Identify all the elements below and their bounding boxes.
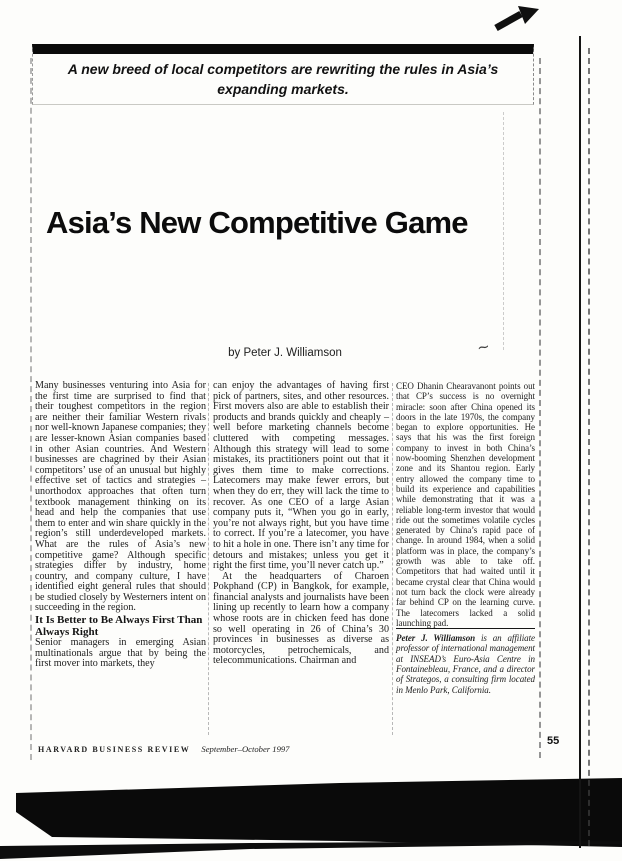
paragraph: Senior managers in emerging Asian multinationals argue that by being the first mover into markets, they — [35, 637, 206, 670]
footer — [38, 739, 289, 757]
stray-scan-dashes — [503, 112, 504, 350]
paragraph: At the headquarters of Charoen Pokphand (CP) in Bangkok, for example, financial analysts and journalists have been lining up recently to learn how a company whose roots are in chicken feed has done so well operating in 26 of China’s 30 provinces in businesses as diverse as motorcycles, petrochemicals, and telecommunications. Chairman and — [213, 570, 389, 667]
author-bio — [396, 628, 535, 695]
paragraph: can enjoy the advantages of having first pick of partners, sites, and other resources. First movers also are able to establish their products and brands quickly and cheaply – well before marketing channels become cluttered with competing messages. Although this strategy will lead to some mistakes, its practitioners point out that it gives them time to make corrections. Latecomers may make fewer errors, but when they do err, they will lack the time to recover. As one CEO of a large Asian company puts it, “When you go in early, you’re not always right, but you have time to correct. If you’re a latecomer, you have to hit a hole in one. There isn’t any time for detours and mistakes; unless you get it right the first time, you’ll never catch up.” — [213, 380, 389, 572]
body-column-1 — [35, 381, 206, 670]
article-title: Asia’s New Competitive Game — [46, 204, 468, 240]
article-byline: by Peter J. Williamson — [228, 347, 342, 359]
body-column-3 — [396, 381, 535, 695]
deck-text: A new breed of local competitors are rewriting the rules in Asia’s expanding markets. — [67, 61, 499, 97]
right-scan-edge-dashes — [588, 48, 590, 846]
page-frame-left-dashes — [30, 58, 32, 760]
paragraph: CEO Dhanin Chearavanont points out that CP’s success is no overnight miracle: soon after China opened its doors in the late 1970s, the company began to explore opportunities. He says that his was the first foreign company to invest in both China’s now-booming Shenzhen development zone and its Shantou region. Early entry allowed the company time to build its experience and capabilities while demonstrating that it was a reliable long-term investor that would ride out the sometimes volatile cycles generated by China’s rapid pace of change. In around 1984, when a solid platform was in place, the company’s growth was able to take off. Competitors that had waited until it became crystal clear that China would not turn back the clock were already far behind CP on the learning curve. The latecomers lacked a solid launching pad. — [396, 381, 535, 628]
issue-date: September–October 1997 — [201, 744, 290, 754]
column-separator-2 — [392, 383, 393, 735]
column-separator-1 — [208, 383, 209, 735]
page-frame-right-dashes — [539, 58, 541, 758]
author-bio-text: is an affiliate professor of international management at INSEAD’s Euro-Asia Centre in Fontainebleau, France, and a director of Strategos, a consulting firm located in Menlo Park, California. — [396, 633, 536, 695]
bottom-scan-sliver — [0, 841, 622, 859]
page-number: 55 — [547, 735, 560, 747]
bottom-scan-band — [16, 778, 622, 847]
right-scan-edge-line — [579, 36, 581, 848]
body-column-2 — [213, 381, 389, 667]
author-name: Peter J. Williamson — [396, 633, 476, 644]
deck-banner — [32, 44, 534, 105]
paragraph: Many businesses venturing into Asia for the first time are surprised to find that their toughest competitors in the region are neither their familiar Western rivals nor well-known Japanese companies; they are lesser-known Asian companies based in other Asian countries. And Western businesses are chagrined by their Asian competitors’ use of an unusual but highly effective set of tactics and strategies – unorthodox approaches that often turn textbook management thinking on its head and help the companies that use them to enter and win share quickly in the region’s still underdeveloped markets. What are the rules of Asia’s new competitive game? Although specific strategies differ by industry, home country, and company culture, I have identified eight general rules that should be studied closely by Westerners intent on succeeding in the region. — [35, 380, 206, 614]
tilde-scan-mark: ~ — [475, 337, 492, 357]
arrow-up-right-icon — [496, 6, 539, 28]
journal-name: HARVARD BUSINESS REVIEW — [38, 745, 191, 754]
section-heading: It Is Better to Be Always First Than Always Right — [35, 614, 203, 639]
